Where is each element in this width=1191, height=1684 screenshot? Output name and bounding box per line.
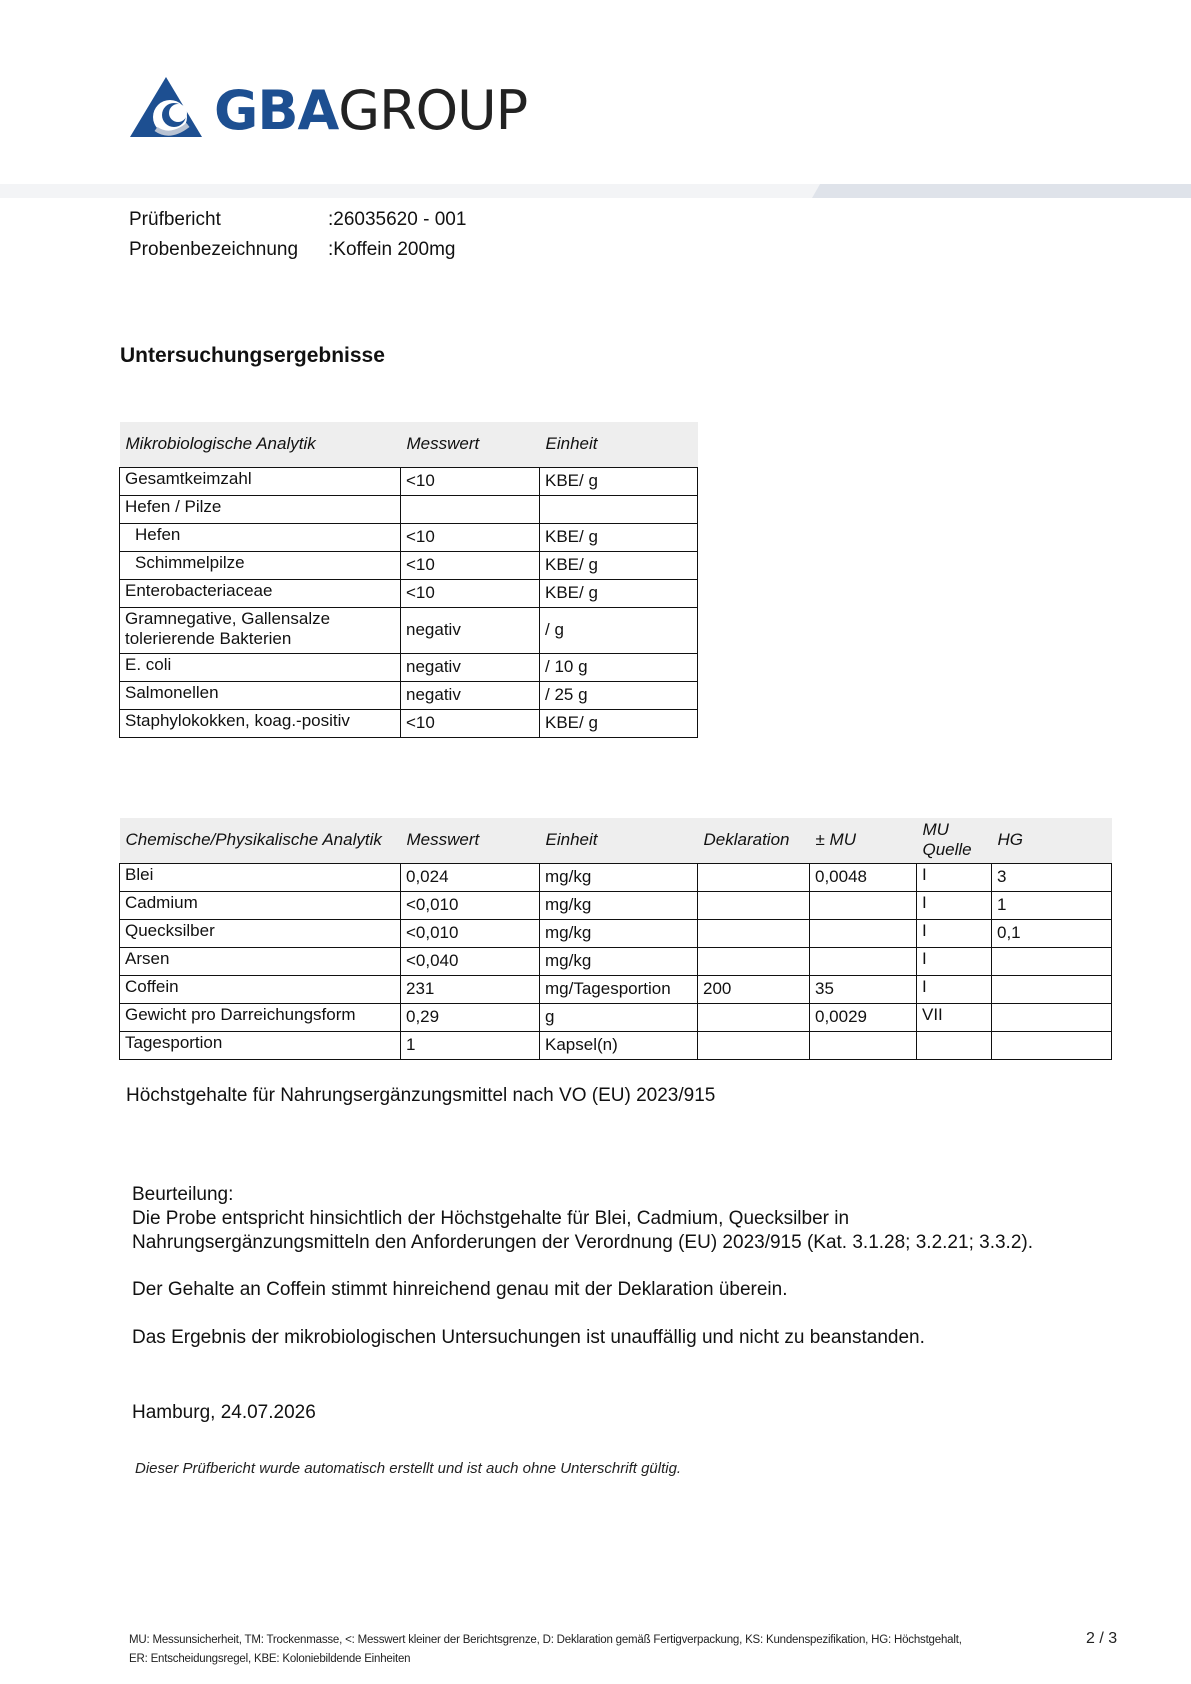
chem-header-mu: ± MU <box>810 818 917 863</box>
chem-header-row <box>120 818 1112 863</box>
mu-source: VII <box>917 1003 992 1031</box>
analysis-name: Enterobacteriaceae <box>120 579 401 607</box>
unit: g <box>540 1003 698 1031</box>
measured-value: <10 <box>401 579 540 607</box>
micro-header-row <box>120 422 698 467</box>
table-row <box>120 653 698 681</box>
declaration <box>698 947 810 975</box>
unit: mg/kg <box>540 863 698 891</box>
unit: Kapsel(n) <box>540 1031 698 1059</box>
measured-value: <0,010 <box>401 891 540 919</box>
mu-source: I <box>917 863 992 891</box>
measured-value: 1 <box>401 1031 540 1059</box>
table-row <box>120 1031 1112 1059</box>
analysis-name: Gewicht pro Darreichungsform <box>120 1003 401 1031</box>
measurement-uncertainty: 35 <box>810 975 917 1003</box>
measured-value: negativ <box>401 681 540 709</box>
assessment-coffein: Der Gehalte an Coffein stimmt hinreichend genau mit der Deklaration überein. <box>132 1279 788 1300</box>
micro-results-table <box>119 422 698 738</box>
table-row <box>120 975 1112 1003</box>
assessment-heading: Beurteilung: <box>132 1184 234 1205</box>
measured-value: <10 <box>401 709 540 737</box>
max-level: 0,1 <box>992 919 1112 947</box>
measured-value <box>401 495 540 523</box>
unit: KBE/ g <box>540 523 698 551</box>
table-row <box>120 523 698 551</box>
chem-header-unit: Einheit <box>540 818 698 863</box>
analysis-name: Hefen <box>120 523 401 551</box>
report-number-label: Prüfbericht <box>129 209 221 230</box>
declaration <box>698 919 810 947</box>
measurement-uncertainty <box>810 919 917 947</box>
declaration: 200 <box>698 975 810 1003</box>
chem-results-table <box>119 818 1112 1060</box>
table-row <box>120 891 1112 919</box>
measured-value: 0,024 <box>401 863 540 891</box>
measured-value: <0,040 <box>401 947 540 975</box>
unit: mg/Tagesportion <box>540 975 698 1003</box>
measured-value: 0,29 <box>401 1003 540 1031</box>
table-row <box>120 947 1112 975</box>
max-level <box>992 1003 1112 1031</box>
section-title: Untersuchungsergebnisse <box>120 344 385 367</box>
logo-text-group: GROUP <box>338 78 528 142</box>
measured-value: <10 <box>401 551 540 579</box>
table-row <box>120 709 698 737</box>
mu-source: I <box>917 947 992 975</box>
mu-source <box>917 1031 992 1059</box>
measured-value: <10 <box>401 467 540 495</box>
measured-value: negativ <box>401 607 540 653</box>
table-row <box>120 1003 1112 1031</box>
table-row <box>120 681 698 709</box>
analysis-name: Coffein <box>120 975 401 1003</box>
unit: KBE/ g <box>540 709 698 737</box>
declaration <box>698 891 810 919</box>
table-row <box>120 607 698 653</box>
header-band <box>0 184 1191 198</box>
mu-source: I <box>917 975 992 1003</box>
analysis-name: Hefen / Pilze <box>120 495 401 523</box>
micro-header-unit: Einheit <box>540 422 698 467</box>
sample-name-value: :Koffein 200mg <box>328 239 456 260</box>
place-date: Hamburg, 24.07.2026 <box>132 1402 316 1423</box>
measurement-uncertainty: 0,0029 <box>810 1003 917 1031</box>
page-number: 2 / 3 <box>1086 1630 1118 1647</box>
declaration <box>698 863 810 891</box>
unit: KBE/ g <box>540 579 698 607</box>
analysis-name: Gramnegative, Gallensalze tolerierende Bakterien <box>120 607 401 653</box>
measured-value: <10 <box>401 523 540 551</box>
max-level <box>992 1031 1112 1059</box>
unit: / g <box>540 607 698 653</box>
table-row <box>120 863 1112 891</box>
max-level: 3 <box>992 863 1112 891</box>
assessment-line-2: Nahrungsergänzungsmitteln den Anforderungen der Verordnung (EU) 2023/915 (Kat. 3.1.28; 3.2.21; 3.3.2). <box>132 1232 1033 1253</box>
measured-value: 231 <box>401 975 540 1003</box>
analysis-name: Gesamtkeimzahl <box>120 467 401 495</box>
sample-name-label: Probenbezeichnung <box>129 239 299 260</box>
unit: mg/kg <box>540 891 698 919</box>
unit: / 25 g <box>540 681 698 709</box>
table-row <box>120 551 698 579</box>
unit: mg/kg <box>540 947 698 975</box>
max-level <box>992 975 1112 1003</box>
assessment-line-1: Die Probe entspricht hinsichtlich der Höchstgehalte für Blei, Cadmium, Quecksilber in <box>132 1208 850 1229</box>
declaration <box>698 1003 810 1031</box>
chem-header-value: Messwert <box>401 818 540 863</box>
micro-header-value: Messwert <box>401 422 540 467</box>
chem-header-hg: HG <box>992 818 1112 863</box>
gba-group-logo <box>130 74 527 146</box>
gba-triangle-logo-icon <box>130 77 202 143</box>
chem-header-declaration: Deklaration <box>698 818 810 863</box>
mu-source: I <box>917 891 992 919</box>
micro-header-analysis: Mikrobiologische Analytik <box>120 422 401 467</box>
analysis-name: E. coli <box>120 653 401 681</box>
analysis-name: Staphylokokken, koag.-positiv <box>120 709 401 737</box>
measurement-uncertainty: 0,0048 <box>810 863 917 891</box>
footer-legend-line-2: ER: Entscheidungsregel, KBE: Koloniebildende Einheiten <box>129 1653 411 1665</box>
unit: / 10 g <box>540 653 698 681</box>
analysis-name: Quecksilber <box>120 919 401 947</box>
auto-generated-note: Dieser Prüfbericht wurde automatisch erstellt und ist auch ohne Unterschrift gültig. <box>135 1460 682 1477</box>
declaration <box>698 1031 810 1059</box>
report-number-value: :26035620 - 001 <box>328 209 467 230</box>
chem-header-mu-source: MU Quelle <box>917 818 992 863</box>
table-row <box>120 579 698 607</box>
max-level: 1 <box>992 891 1112 919</box>
measurement-uncertainty <box>810 891 917 919</box>
analysis-name: Cadmium <box>120 891 401 919</box>
unit: mg/kg <box>540 919 698 947</box>
analysis-name: Schimmelpilze <box>120 551 401 579</box>
unit <box>540 495 698 523</box>
table-row <box>120 467 698 495</box>
measurement-uncertainty <box>810 947 917 975</box>
assessment-micro: Das Ergebnis der mikrobiologischen Untersuchungen ist unauffällig und nicht zu beanstanden. <box>132 1327 925 1348</box>
unit: KBE/ g <box>540 467 698 495</box>
measurement-uncertainty <box>810 1031 917 1059</box>
analysis-name: Blei <box>120 863 401 891</box>
max-level <box>992 947 1112 975</box>
table-row <box>120 495 698 523</box>
measured-value: negativ <box>401 653 540 681</box>
logo-text-gba: GBA <box>214 78 339 142</box>
mu-source: I <box>917 919 992 947</box>
analysis-name: Tagesportion <box>120 1031 401 1059</box>
unit: KBE/ g <box>540 551 698 579</box>
footer-legend-line-1: MU: Messunsicherheit, TM: Trockenmasse, <: Messwert kleiner der Berichtsgrenze, D: Deklaration gemäß Fertigverpackung, KS: Kundenspezifikation, HG: Höchstgehalt, <box>129 1634 962 1646</box>
max-level-note: Höchstgehalte für Nahrungsergänzungsmittel nach VO (EU) 2023/915 <box>126 1085 716 1106</box>
measured-value: <0,010 <box>401 919 540 947</box>
chem-header-analysis: Chemische/Physikalische Analytik <box>120 818 401 863</box>
table-row <box>120 919 1112 947</box>
analysis-name: Arsen <box>120 947 401 975</box>
analysis-name: Salmonellen <box>120 681 401 709</box>
